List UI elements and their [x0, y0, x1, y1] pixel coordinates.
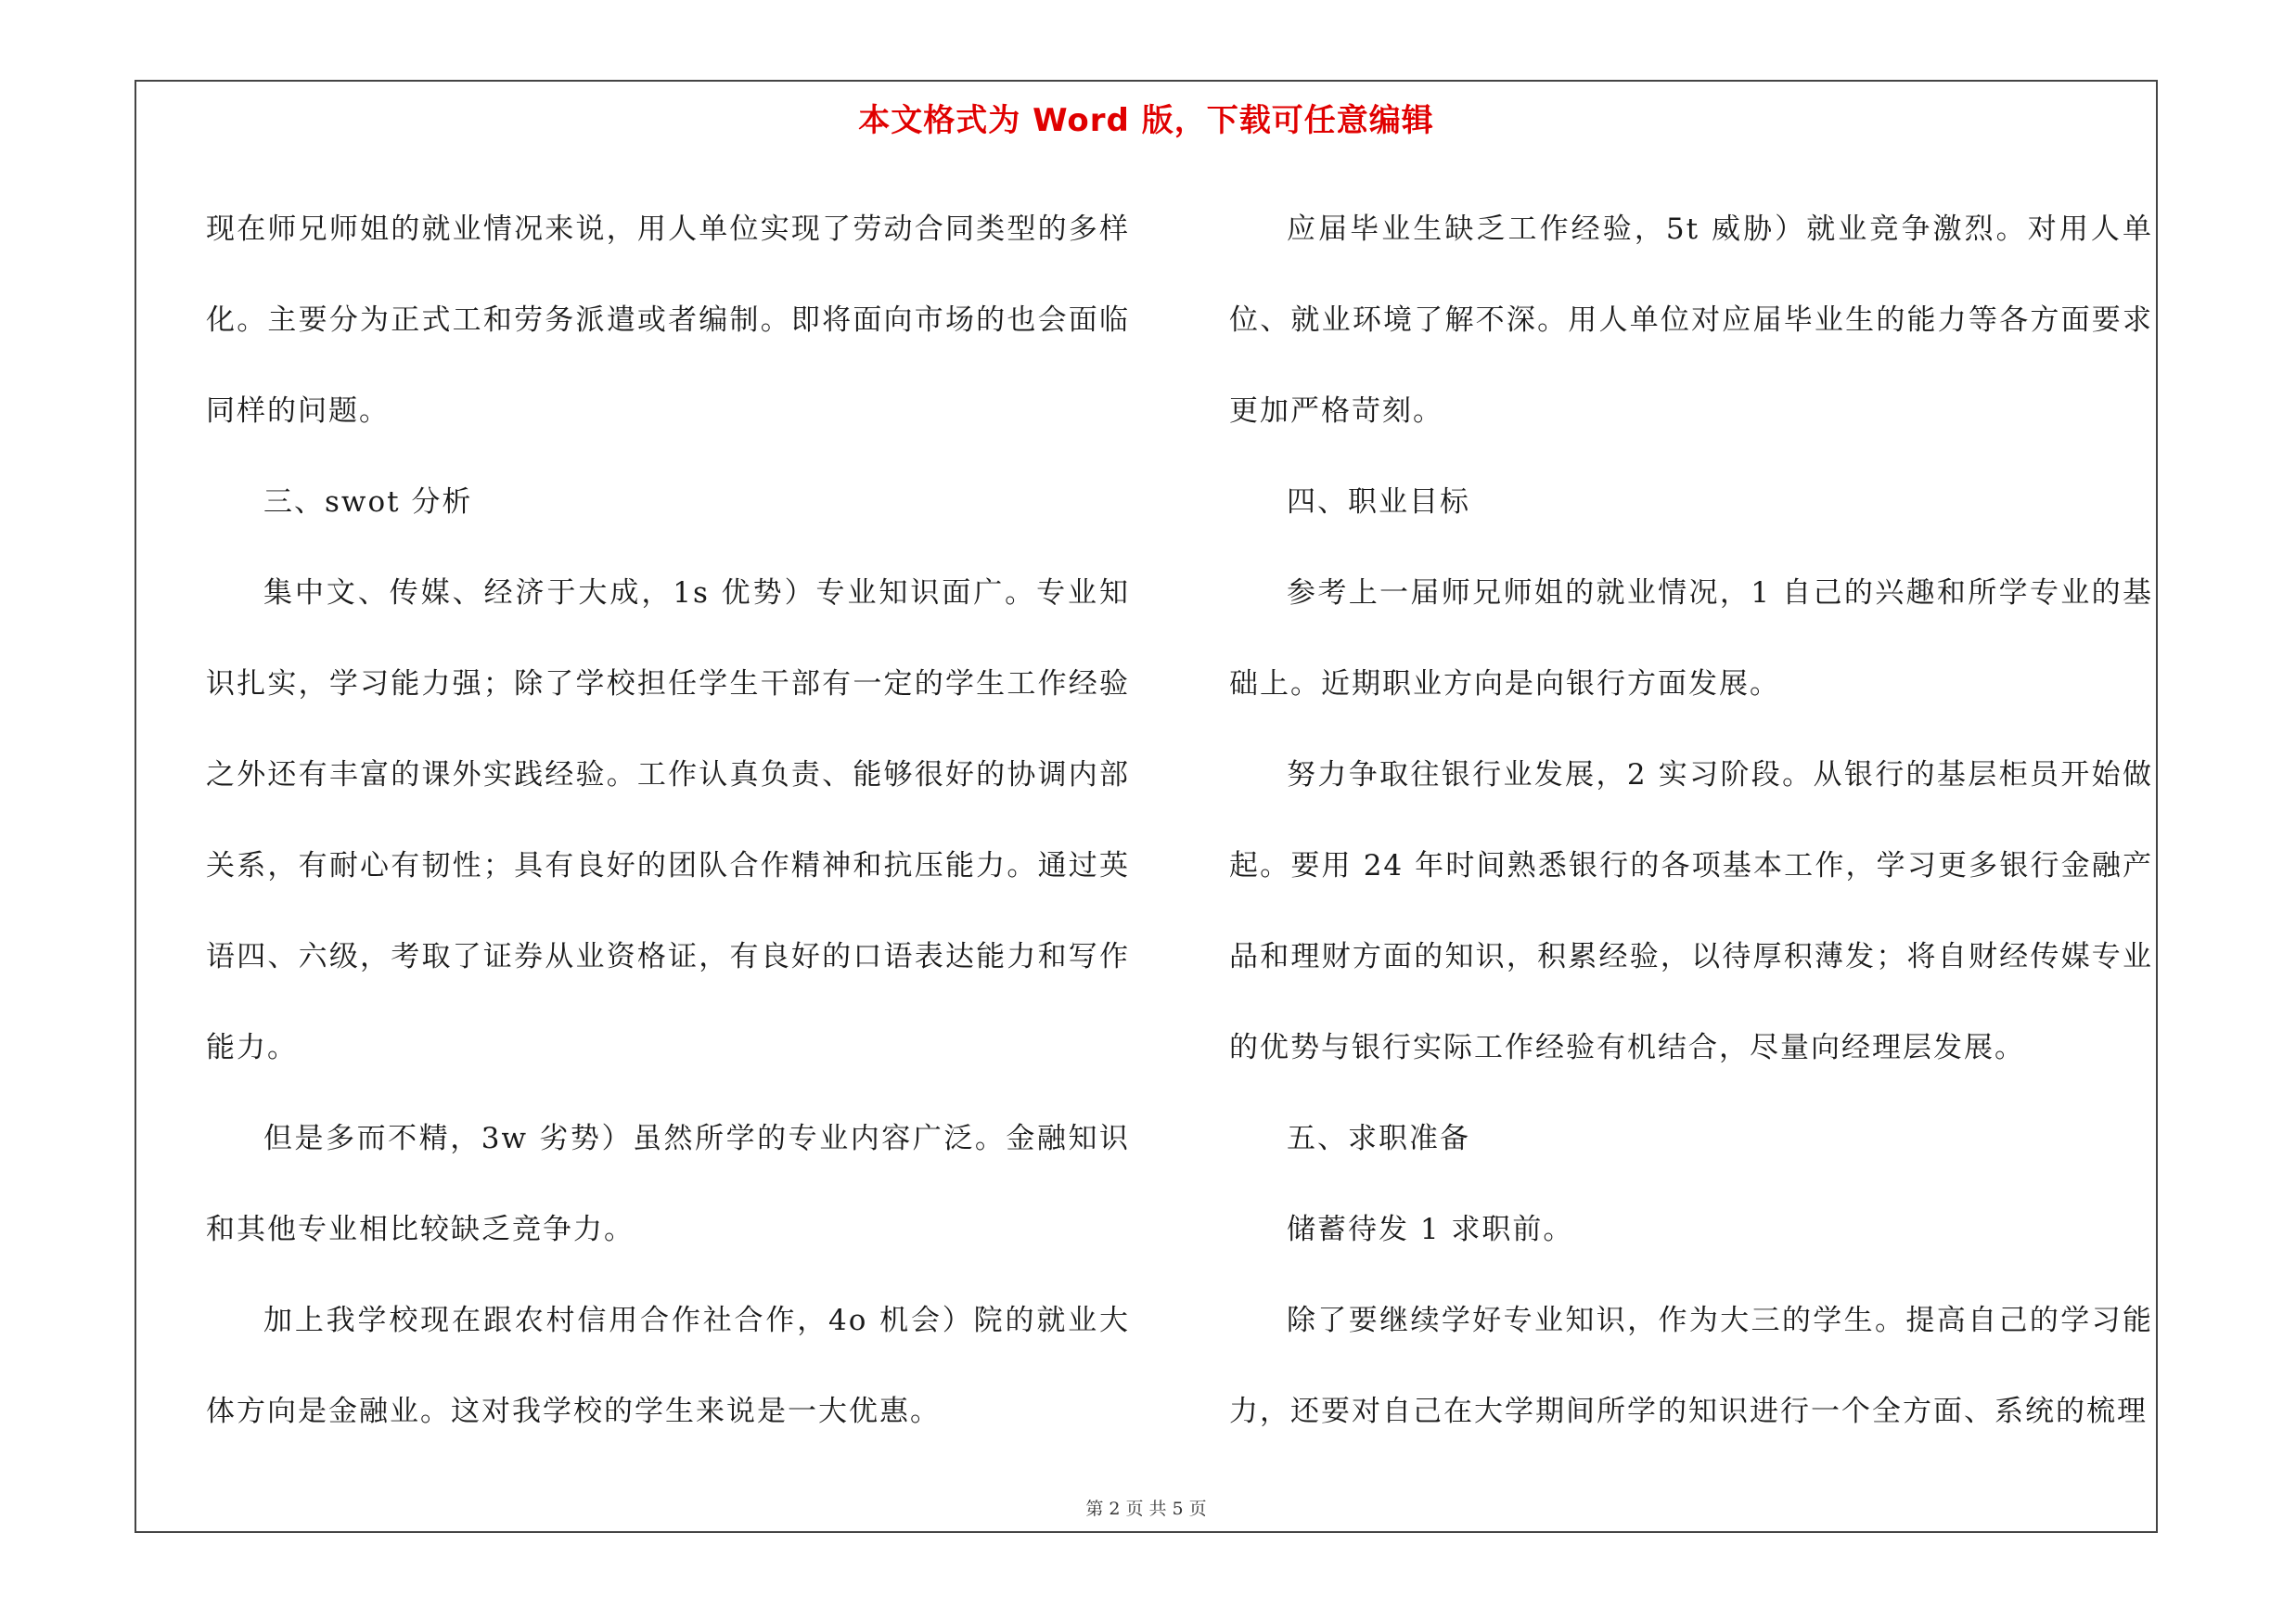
footer-prefix: 第	[1085, 1499, 1104, 1519]
paragraph-threats: 应届毕业生缺乏工作经验，5t 威胁）就业竞争激烈。对用人单位、就业环境了解不深。用人单位对应届毕业生的能力等各方面要求更加严格苛刻。	[1229, 213, 2153, 428]
left-column	[206, 184, 1130, 1457]
paragraph-strengths: 集中文、传媒、经济于大成，1s 优势）专业知识面广。专业知识扎实，学习能力强；除了学校担任学生干部有一定的学生工作经验之外还有丰富的课外实践经验。工作认真负责、能够很好的协调内部关系，有耐心有韧性；具有良好的团队合作精神和抗压能力。通过英语四、六级，考取了证券从业资格证，有良好的口语表达能力和写作能力。	[206, 576, 1130, 1064]
footer-middle: 页 共	[1125, 1499, 1167, 1519]
heading-swot-analysis: 三、swot 分析	[263, 485, 473, 519]
word-format-banner: 本文格式为 Word 版，下载可任意编辑	[858, 102, 1434, 139]
paragraph-internship-stage: 努力争取往银行业发展，2 实习阶段。从银行的基层柜员开始做起。要用 24 年时间熟悉银行的各项基本工作，学习更多银行金融产品和理财方面的知识，积累经验，以待厚积薄发；将自财经传媒专业的优势与银行实际工作经验有机结合，尽量向经理层发展。	[1229, 758, 2153, 1064]
paragraph-opportunities: 加上我学校现在跟农村信用合作社合作，4o 机会）院的就业大体方向是金融业。这对我学校的学生来说是一大优惠。	[206, 1304, 1130, 1428]
right-column	[1229, 184, 2153, 1457]
paragraph-before-job-hunting: 储蓄待发 1 求职前。	[1287, 1213, 1574, 1246]
footer-suffix: 页	[1188, 1499, 1207, 1519]
heading-career-goal: 四、职业目标	[1287, 485, 1470, 519]
page-frame	[135, 80, 2158, 1533]
footer-page-number: 2	[1109, 1499, 1121, 1519]
paragraph-weaknesses: 但是多而不精，3w 劣势）虽然所学的专业内容广泛。金融知识和其他专业相比较缺乏竞争力。	[206, 1122, 1130, 1246]
page-footer	[136, 1495, 2156, 1520]
paragraph-study-ability: 除了要继续学好专业知识，作为大三的学生。提高自己的学习能力，还要对自己在大学期间所学的知识进行一个全方面、系统的梳理	[1229, 1304, 2153, 1428]
heading-job-preparation: 五、求职准备	[1287, 1122, 1470, 1155]
paragraph-short-term-goal: 参考上一届师兄师姐的就业情况，1 自己的兴趣和所学专业的基础上。近期职业方向是向银行方面发展。	[1229, 576, 2153, 701]
footer-total-pages: 5	[1172, 1499, 1184, 1519]
paragraph-employment-situation: 现在师兄师姐的就业情况来说，用人单位实现了劳动合同类型的多样化。主要分为正式工和劳务派遣或者编制。即将面向市场的也会面临同样的问题。	[206, 213, 1130, 428]
